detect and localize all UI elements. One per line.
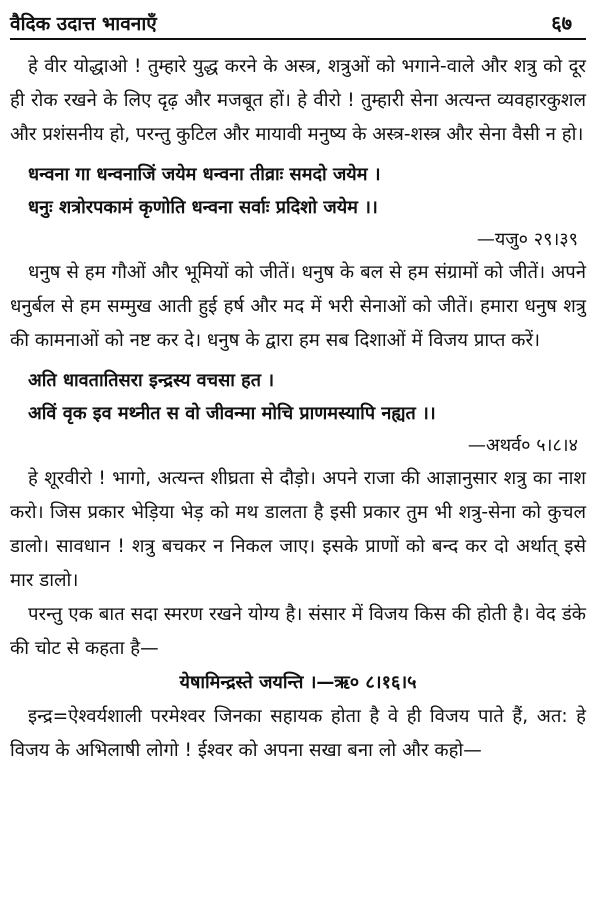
paragraph-4: परन्तु एक बात सदा स्मरण रखने योग्य है। संसार में विजय किस की होती है। वेद डंके की चोट से कहता है— [10, 604, 586, 659]
citation-3: येषामिन्द्रस्ते जयन्ति ।—ऋ० ८।१६।५ [179, 672, 417, 693]
paragraph-5: इन्द्र=ऐश्वर्यशाली परमेश्वर जिनका सहायक होता है वे ही विजय पाते हैं, अत: हे विजय के अभिलाषी लोगो ! ईश्वर को अपना सखा बना लो और कहो— [10, 706, 586, 761]
citation-1: —यजु० २९।३९ [476, 229, 578, 250]
citation-2: —अथर्व० ५।८।४ [467, 435, 578, 456]
verse-1-line-2: धनुः शत्रोरपकामं कृणोति धन्वना सर्वाः प्रदिशो जयेम ।। [28, 197, 378, 218]
verse-2-line-2: अविं वृक इव मथ्नीत स वो जीवन्मा मोचि प्राणमस्यापि नह्यत ।। [28, 403, 436, 424]
paragraph-3: हे शूरवीरो ! भागो, अत्यन्त शीघ्रता से दौड़ो। अपने राजा की आज्ञानुसार शत्रु का नाश करो। जिस प्रकार भेड़िया भेड़ को मथ डालता है इसी प्रकार तुम भी शत्रु-सेना को कुचल डालो। सावधान ! शत्रु बचकर न निकल जाए। इसके प्राणों को बन्द कर दो अर्थात् इसे मार डालो। [10, 468, 586, 591]
paragraph-2: धनुष से हम गौओं और भूमियों को जीतें। धनुष के बल से हम संग्रामों को जीतें। अपने धनुर्बल से हम सम्मुख आती हुई हर्ष और मद में भरी सेनाओं को जीतें। हमारा धनुष शत्रु की कामनाओं को नष्ट कर दे। धनुष के द्वारा हम सब दिशाओं में विजय प्राप्त करें। [10, 262, 586, 351]
running-head-title: वैदिक उदात्त भावनाएँ [10, 13, 157, 35]
page-number: ६७ [551, 11, 572, 35]
page-header [10, 0, 586, 36]
paragraph-1: हे वीर योद्धाओ ! तुम्हारे युद्ध करने के अस्त्र, शत्रुओं को भगाने-वाले और शत्रु को दूर ही रोक रखने के लिए दृढ़ और मजबूत हों। हे वीरो ! तुम्हारी सेना अत्यन्त व्यवहारकुशल और प्रशंसनीय हो, परन्तु कुटिल और मायावी मनुष्य के अस्त्र-शस्त्र और सेना वैसी न हो। [10, 56, 586, 145]
verse-2-line-1: अति धावतातिसरा इन्द्रस्य वचसा हत । [28, 370, 275, 391]
verse-1-line-1: धन्वना गा धन्वनाजिं जयेम धन्वना तीव्राः समदो जयेम । [28, 164, 381, 185]
